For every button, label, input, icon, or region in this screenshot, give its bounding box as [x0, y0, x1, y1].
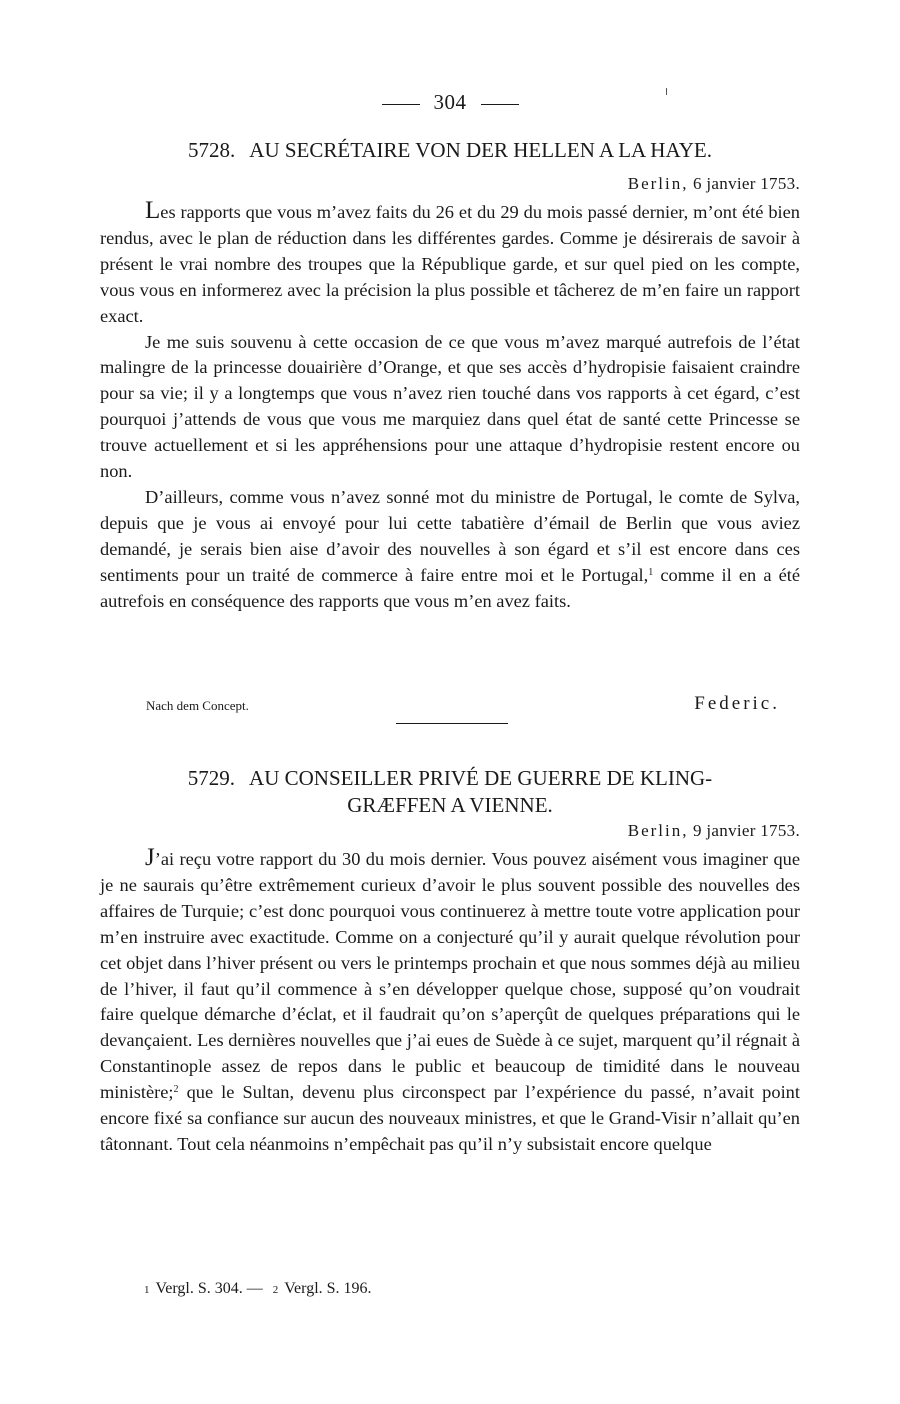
page-number-rule-left — [382, 104, 420, 105]
drop-cap: J — [145, 844, 155, 871]
footnote-ref: 1 — [648, 566, 654, 578]
dateline-date: 6 janvier 1753. — [693, 174, 800, 193]
footnote-number: 2 — [272, 1284, 279, 1296]
letter-number: 5729. — [187, 766, 236, 790]
source-note: Nach dem Concept. — [146, 698, 249, 713]
letter-title-line — [100, 765, 800, 792]
letter-title-line: GRÆFFEN A VIENNE. — [347, 793, 553, 817]
stray-mark — [666, 88, 667, 95]
letter-number: 5728. — [188, 138, 236, 162]
footnote-ref: 2 — [173, 1084, 179, 1096]
footnote-number: 1 — [144, 1284, 150, 1296]
dateline-date: 9 janvier 1753. — [693, 821, 800, 840]
paragraph-text: ’ai reçu votre rapport du 30 du mois dernier. Vous pouvez aisément vous imaginer que je ne saurais qu’être extrêmement curieux d’avoir le plus souvent possible des nouvelles des affaires de Turquie; c’est donc pourquoi vous continuerez à mettre toute votre application pour m’en instruire avec exactitude. Comme on a conjecturé qu’il y aurait quelque révolution pour cet objet dans l’hiver présent ou vers le printemps prochain et que nous sommes déjà au milieu de l’hiver, il faut qu’il commence à s’en développer quelque chose, supposé qu’on voudrait faire quelque démarche d’éclat, et il faudrait qu’on s’aperçût de quelques préparations qui le devançaient. Les dernières nouvelles que j’ai eues de Suède à ce sujet, marquent qu’il régnait à Constantinople assez de repos dans le public et beaucoup de timidité dans le nouveau ministère; — [100, 849, 800, 1103]
letter-title: AU SECRÉTAIRE VON DER HELLEN A LA HAYE. — [249, 138, 712, 162]
letter-body — [100, 198, 800, 615]
footnote-text: Vergl. S. 304. — — [155, 1280, 263, 1297]
letter-dateline — [628, 174, 800, 194]
letter-separator — [396, 723, 508, 724]
footnotes — [144, 1280, 372, 1298]
dateline-place: Berlin, — [627, 821, 689, 840]
signature: Federic. — [694, 693, 780, 714]
letter-body — [100, 845, 800, 1158]
paragraph — [100, 845, 800, 1158]
paragraph-text: comme il en a été autrefois en conséquence des rapports que vous m’en avez faits. — [100, 564, 801, 611]
paragraph-text: que le Sultan, devenu plus circonspect par l’expérience du passé, n’avait point encore fixé sa confiance sur aucun des nouveaux ministres, et que le Grand-Visir n’allait qu’en tâtonnant. Tout cela néanmoins n’empêchait pas qu’il n’y subsistait encore quelque — [100, 1082, 800, 1154]
letter-dateline — [628, 821, 800, 841]
page-number-rule-right — [481, 104, 519, 105]
paragraph-text: es rapports que vous m’avez faits du 26 et du 29 du mois passé dernier, m’ont été bien rendus, avec le plan de réduction dans les différentes gardes. Comme je désirerais de savoir à présent le vrai nombre des troupes que la République garde, et sur quel pied on les compte, vous vous en informerez avec la précision la plus possible et tâcherez de m’en faire un rapport exact. — [100, 202, 800, 326]
paragraph-text: Je me suis souvenu à cette occasion de ce que vous m’avez marqué autrefois de l’état malingre de la princesse douairière d’Orange, et que ses accès d’hydropisie faisaient craindre pour sa vie; il y a longtemps que vous n’avez rien touché dans vos rapports à cet égard, c’est pourquoi j’attends de vous que vous me marquiez dans quel état de santé cette Princesse se trouve actuellement et si les appréhensions pour une attaque d’hydropisie restent encore ou non. — [100, 331, 800, 482]
drop-cap: L — [145, 197, 161, 224]
letter-heading — [100, 137, 800, 164]
paragraph-text: D’ailleurs, comme vous n’avez sonné mot du ministre de Portugal, le comte de Sylva, depuis que je vous ai envoyé pour lui cette tabatière d’émail de Berlin que vous aviez demandé, je serais bien aise d’avoir des nouvelles à son égard et s’il est encore dans ces sentiments pour un traité de commerce à faire entre moi et le Portugal, — [100, 486, 800, 585]
page-number — [0, 90, 900, 115]
letter-heading — [100, 765, 800, 819]
paragraph — [100, 485, 800, 615]
paragraph — [100, 198, 800, 330]
letter-title: AU CONSEILLER PRIVÉ DE GUERRE DE KLING- — [249, 766, 713, 790]
footnote-text: Vergl. S. 196. — [284, 1280, 372, 1297]
paragraph — [100, 330, 800, 485]
dateline-place: Berlin, — [627, 174, 689, 193]
page-number-text: 304 — [433, 90, 467, 114]
